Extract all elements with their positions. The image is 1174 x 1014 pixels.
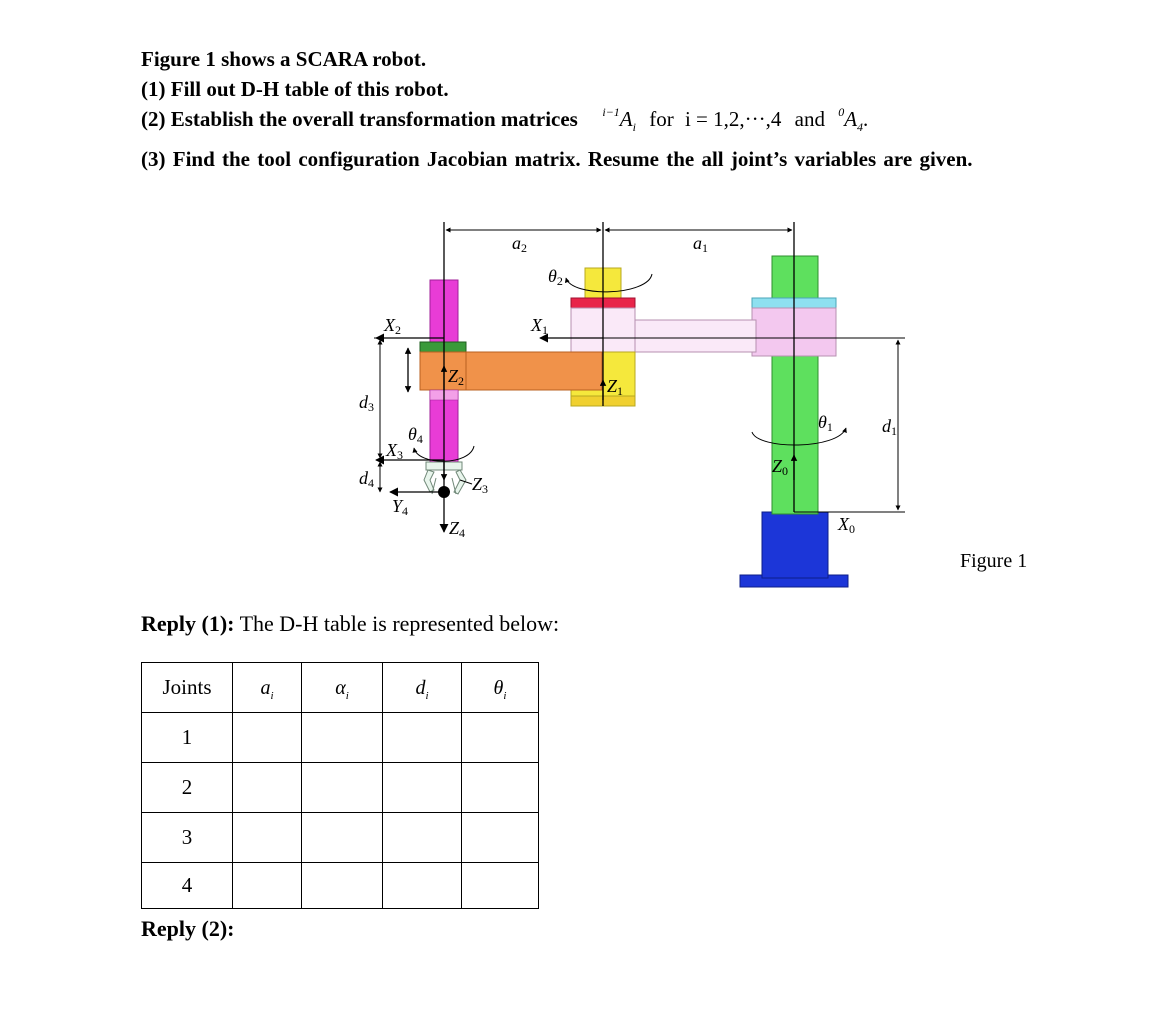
question-line-3-text: (2) Establish the overall transformation matrices [141,107,578,131]
label-a1: a1 [693,233,708,255]
joint-number: 2 [142,763,233,813]
matrix-symbol-a: A [619,107,633,131]
label-x2: X2 [384,315,401,337]
dh-row-2 [142,763,539,813]
question-line-2: (1) Fill out D-H table of this robot. [141,77,449,101]
label-z3: Z3 [472,474,489,496]
joint-number: 1 [142,713,233,763]
joint-number: 4 [142,863,233,909]
label-z4: Z4 [449,518,466,540]
for-word: for [649,107,674,131]
reply-2-label: Reply (2): [141,916,235,941]
base-pedestal [762,512,828,578]
label-d3: d3 [359,392,374,414]
period: . [863,107,869,131]
cell-a[interactable] [233,763,302,813]
cell-d[interactable] [383,763,462,813]
cell-a[interactable] [233,713,302,763]
gripper-finger-left [424,470,434,492]
dh-row-1 [142,713,539,763]
cell-alpha[interactable] [302,763,383,813]
label-theta4: θ4 [408,424,423,446]
cell-theta[interactable] [462,863,539,909]
cell-alpha[interactable] [302,713,383,763]
label-a2: a2 [512,233,527,255]
reply-1-label: Reply (1): [141,611,235,636]
dh-table [141,662,539,909]
index-range: i = 1,2,···,4 [684,107,782,131]
dh-row-3 [142,813,539,863]
cell-theta[interactable] [462,713,539,763]
header-theta: $\theta_i$ [462,663,539,713]
and-word: and [794,107,825,131]
header-joints: Joints [142,663,233,713]
cell-theta[interactable] [462,813,539,863]
subscript-4: 4 [857,120,864,134]
cell-d[interactable] [383,713,462,763]
cell-a[interactable] [233,813,302,863]
label-d1: d1 [882,416,897,438]
header-a: $a_i$ [233,663,302,713]
superscript-zero: 0 [838,105,845,119]
cell-d[interactable] [383,813,462,863]
label-z1: Z1 [607,376,624,398]
superscript-i-minus-1: i−1 [602,105,620,119]
header-d: $d_i$ [383,663,462,713]
joint-number: 3 [142,813,233,863]
subscript-i: i [632,120,636,134]
gripper-finger-right [454,470,466,494]
cell-d[interactable] [383,863,462,909]
cell-alpha[interactable] [302,863,383,909]
figure-caption: Figure 1 [960,550,1028,572]
question-line-1: Figure 1 shows a SCARA robot. [141,47,427,71]
dh-header-row [142,663,539,713]
label-x1: X1 [531,315,548,337]
dh-row-4 [142,863,539,909]
reply-1-text: The D-H table is represented below: [239,611,560,636]
cell-alpha[interactable] [302,813,383,863]
shaft-green-collar [420,342,466,352]
header-alpha: $\alpha_i$ [302,663,383,713]
label-theta1: θ1 [818,412,833,434]
matrix-symbol-a4: A [844,107,858,131]
label-z0: Z0 [772,456,789,478]
reply-1 [141,611,559,637]
question-line-4: (3) Find the tool configuration Jacobian matrix. Resume the all joint’s variables are given. [141,147,973,171]
cell-theta[interactable] [462,763,539,813]
label-x0: X0 [838,514,855,536]
label-theta2: θ2 [548,266,563,288]
cell-a[interactable] [233,863,302,909]
label-z2: Z2 [448,366,465,388]
label-y4: Y4 [392,496,409,518]
label-x3: X3 [386,440,403,462]
label-d4: d4 [359,468,374,490]
